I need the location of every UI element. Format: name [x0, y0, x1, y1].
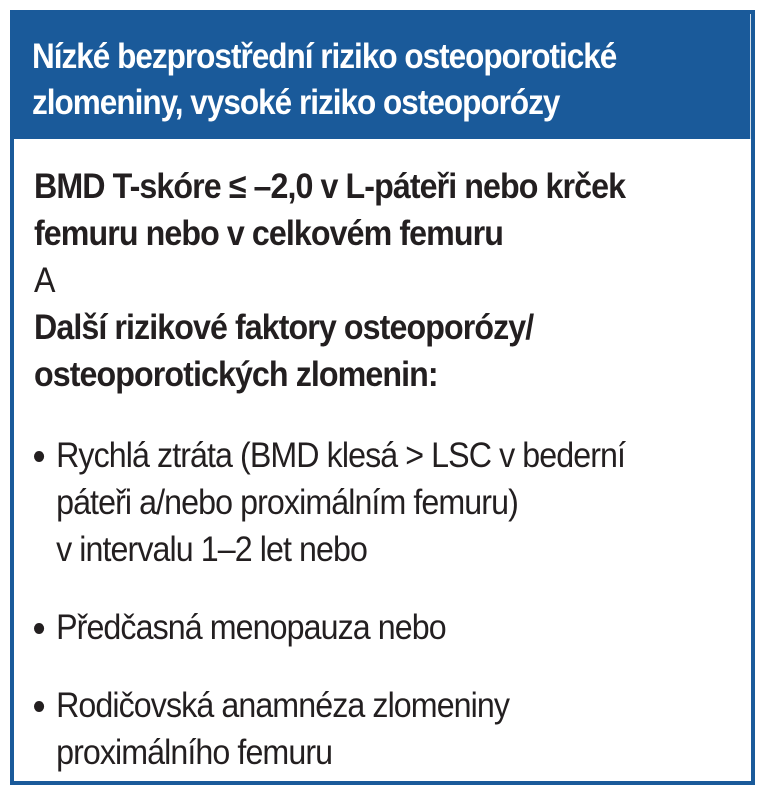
list-item-line: Rodičovská anamnéza zlomeniny	[56, 686, 510, 725]
list-item-line: Rychlá ztráta (BMD klesá > LSC v bederní	[56, 436, 626, 475]
header-title-line: zlomeniny, vysoké riziko osteoporózy	[32, 83, 560, 122]
conjunction: A	[34, 261, 55, 300]
list-item-line: Předčasná menopauza nebo	[56, 608, 446, 647]
criterion-line: BMD T-skóre ≤ –2,0 v L-páteři nebo krček	[34, 167, 626, 206]
heading-line: Další rizikové faktory osteoporózy/	[34, 308, 534, 347]
risk-factor-list	[34, 432, 733, 776]
criterion-line: femuru nebo v celkovém femuru	[34, 214, 503, 253]
box-header	[14, 14, 750, 139]
info-box	[10, 10, 755, 785]
list-item	[34, 682, 751, 776]
heading-line: osteoporotických zlomenin:	[34, 355, 438, 394]
list-item-line: proximálního femuru	[56, 733, 333, 772]
list-item-line: v intervalu 1–2 let nebo	[56, 530, 367, 569]
risk-factors-heading	[34, 304, 729, 398]
list-item	[34, 432, 751, 573]
header-title-line: Nízké bezprostřední riziko osteoporotické	[32, 37, 617, 76]
bmd-criterion	[34, 163, 729, 257]
list-item-line: páteři a/nebo proximálním femuru)	[56, 483, 518, 522]
list-item	[34, 604, 751, 651]
box-body	[14, 139, 751, 776]
